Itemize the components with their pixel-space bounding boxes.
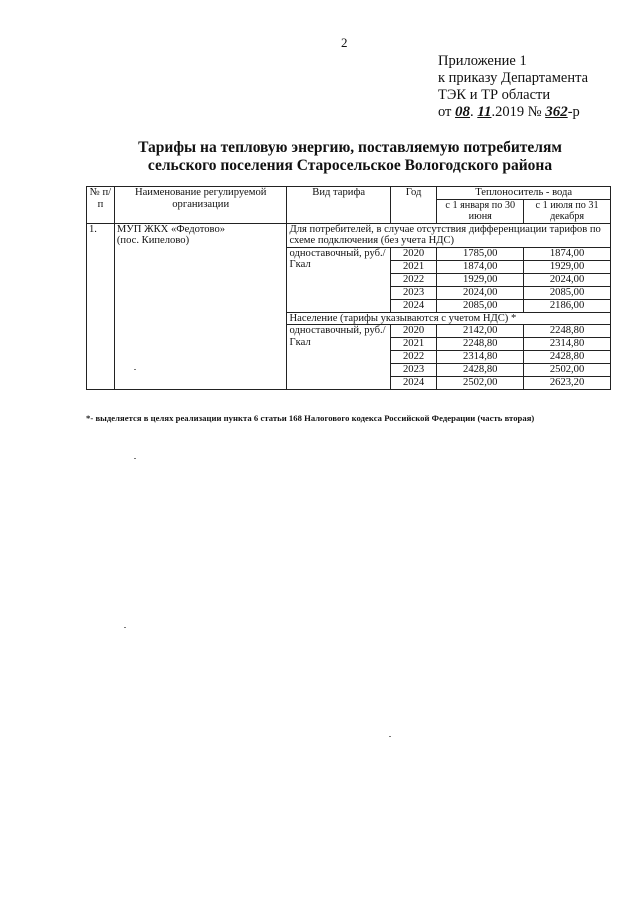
header-kind: Вид тарифа bbox=[287, 187, 390, 224]
year-cell: 2024 bbox=[390, 377, 437, 390]
header-year: Год bbox=[390, 187, 437, 224]
year-cell: 2021 bbox=[390, 338, 437, 351]
appendix-line-3: ТЭК и ТР области bbox=[438, 87, 551, 103]
appendix-block bbox=[438, 53, 588, 121]
year-cell: 2023 bbox=[390, 364, 437, 377]
group1-label: Для потребителей, в случае отсутствия дифференциации тарифов по схеме подключения (без учета НДС) bbox=[287, 223, 611, 247]
group2-label: Население (тарифы указываются с учетом НДС) * bbox=[287, 312, 611, 325]
order-number-suffix: -р bbox=[567, 104, 580, 120]
value-cell: 2502,00 bbox=[524, 364, 611, 377]
value-cell: 1929,00 bbox=[437, 273, 524, 286]
scan-speck bbox=[124, 627, 126, 628]
scan-speck bbox=[134, 458, 136, 459]
header-medium: Теплоноситель - вода bbox=[437, 187, 611, 200]
org-cell bbox=[114, 223, 287, 390]
table-header-row bbox=[87, 187, 611, 200]
header-org: Наименование регулируемой организации bbox=[114, 187, 287, 224]
value-cell: 2502,00 bbox=[437, 377, 524, 390]
appendix-date-line bbox=[438, 104, 588, 121]
org-place: (пос. Кипелово) bbox=[116, 235, 190, 246]
value-cell: 2314,80 bbox=[524, 338, 611, 351]
value-cell: 2085,00 bbox=[437, 299, 524, 312]
org-name: МУП ЖКХ «Федотово» bbox=[116, 223, 226, 235]
date-sep: . bbox=[470, 104, 474, 120]
date-year: .2019 № bbox=[491, 104, 542, 120]
page-number: 2 bbox=[341, 35, 348, 50]
value-cell: 2024,00 bbox=[437, 286, 524, 299]
group1-kind: одноставочный, руб./Гкал bbox=[287, 247, 390, 312]
value-cell: 1874,00 bbox=[437, 260, 524, 273]
value-cell: 2623,20 bbox=[524, 377, 611, 390]
value-cell: 2428,80 bbox=[524, 351, 611, 364]
appendix-line-1: Приложение 1 bbox=[438, 53, 527, 69]
date-day-handwritten: 08 bbox=[455, 104, 471, 120]
date-month-handwritten: 11 bbox=[477, 104, 492, 120]
year-cell: 2020 bbox=[390, 247, 437, 260]
header-second-half: с 1 июля по 31 декабря bbox=[524, 199, 611, 223]
title-line-2: сельского поселения Старосельское Вологодского района bbox=[147, 157, 553, 174]
year-cell: 2020 bbox=[390, 325, 437, 338]
value-cell: 2428,80 bbox=[437, 364, 524, 377]
date-prefix: от bbox=[438, 104, 452, 120]
group2-kind: одноставочный, руб./Гкал bbox=[287, 325, 390, 390]
value-cell: 2142,00 bbox=[437, 325, 524, 338]
order-number-handwritten: 362 bbox=[545, 104, 568, 120]
value-cell: 2085,00 bbox=[524, 286, 611, 299]
tariff-table bbox=[86, 186, 611, 390]
group1-label-row bbox=[87, 223, 611, 247]
header-num: № п/п bbox=[87, 187, 115, 224]
header-first-half: с 1 января по 30 июня bbox=[437, 199, 524, 223]
year-cell: 2021 bbox=[390, 260, 437, 273]
value-cell: 2248,80 bbox=[524, 325, 611, 338]
value-cell: 2314,80 bbox=[437, 351, 524, 364]
value-cell: 2024,00 bbox=[524, 273, 611, 286]
value-cell: 2186,00 bbox=[524, 299, 611, 312]
value-cell: 2248,80 bbox=[437, 338, 524, 351]
scan-speck bbox=[134, 369, 136, 370]
row-number: 1. bbox=[87, 223, 115, 390]
footnote: *- выделяется в целях реализации пункта 6 статьи 168 Налогового кодекса Российской Федерации (часть вторая) bbox=[86, 413, 535, 423]
value-cell: 1874,00 bbox=[524, 247, 611, 260]
title-line-1: Тарифы на тепловую энергию, поставляемую потребителям bbox=[138, 139, 562, 156]
year-cell: 2022 bbox=[390, 351, 437, 364]
document-title bbox=[80, 139, 620, 175]
year-cell: 2022 bbox=[390, 273, 437, 286]
scan-speck bbox=[389, 736, 391, 737]
year-cell: 2023 bbox=[390, 286, 437, 299]
value-cell: 1929,00 bbox=[524, 260, 611, 273]
appendix-line-2: к приказу Департамента bbox=[438, 70, 589, 86]
year-cell: 2024 bbox=[390, 299, 437, 312]
value-cell: 1785,00 bbox=[437, 247, 524, 260]
